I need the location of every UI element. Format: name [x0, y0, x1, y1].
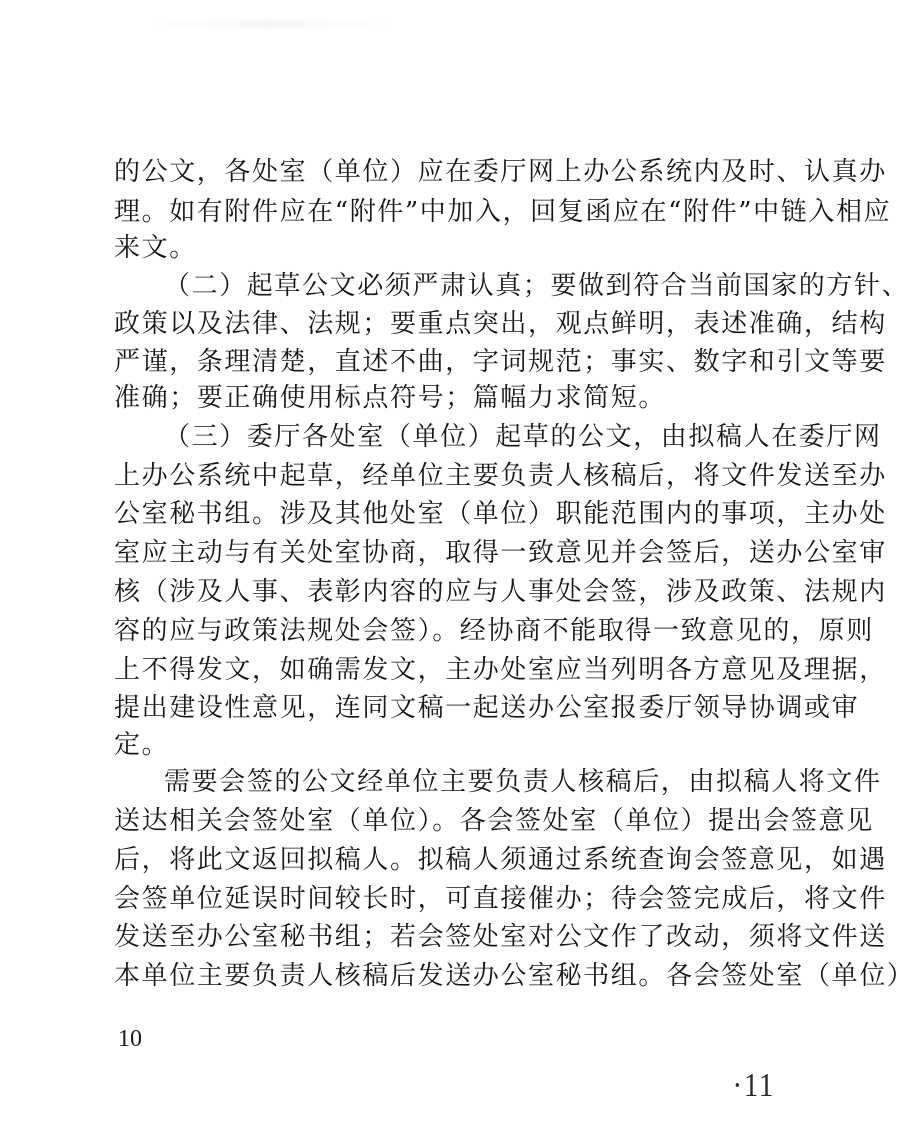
- body-line-20: 会签单位延误时间较长时，可直接催办；待会签完成后，将文件: [114, 884, 887, 914]
- body-line-14: 上不得发文，如确需发文，主办处室应当列明各方意见及理据，: [114, 655, 887, 685]
- body-line-13: 容的应与政策法规处会签）。经协商不能取得一致意见的，原则: [114, 616, 874, 646]
- body-line-15: 提出建设性意见，连同文稿一起送办公室报委厅领导协调或审: [114, 693, 860, 723]
- body-line-12: 核（涉及人事、表彰内容的应与人事处会签，涉及政策、法规内: [114, 577, 887, 607]
- body-line-2: 理。如有附件应在“附件”中加入，回复函应在“附件”中链入相应: [114, 197, 892, 227]
- scan-page-number: ·11: [732, 1067, 775, 1104]
- body-line-16: 定。: [114, 730, 170, 760]
- page-number: 10: [118, 1026, 142, 1052]
- body-line-8: （三）委厅各处室（单位）起草的公文，由拟稿人在委厅网: [164, 422, 882, 452]
- body-line-7: 准确；要正确使用标点符号；篇幅力求简短。: [114, 383, 667, 413]
- body-line-22: 本单位主要负责人核稿后发送办公室秘书组。各会签处室（单位）: [114, 961, 914, 991]
- body-line-3: 来文。: [114, 233, 197, 263]
- body-line-10: 公室秘书组。涉及其他处室（单位）职能范围内的事项，主办处: [114, 499, 887, 529]
- scan-smudge: [140, 20, 400, 28]
- body-line-9: 上办公系统中起草，经单位主要负责人核稿后，将文件发送至办: [114, 461, 887, 491]
- body-line-21: 发送至办公室秘书组；若会签处室对公文作了改动，须将文件送: [114, 922, 887, 952]
- body-line-1: 的公文，各处室（单位）应在委厅网上办公系统内及时、认真办: [114, 157, 887, 187]
- body-line-19: 后，将此文返回拟稿人。拟稿人须通过系统查询会签意见，如遇: [114, 845, 887, 875]
- body-line-17: 需要会签的公文经单位主要负责人核稿后，由拟稿人将文件: [164, 767, 882, 797]
- body-line-18: 送达相关会签处室（单位）。各会签处室（单位）提出会签意见: [114, 806, 874, 836]
- body-line-6: 严谨，条理清楚，直述不曲，字词规范；事实、数字和引文等要: [114, 347, 887, 377]
- body-line-11: 室应主动与有关处室协商，取得一致意见并会签后，送办公室审: [114, 538, 887, 568]
- body-line-5: 政策以及法律、法规；要重点突出，观点鲜明，表述准确，结构: [114, 309, 887, 339]
- body-line-4: （二）起草公文必须严肃认真；要做到符合当前国家的方针、: [164, 271, 910, 301]
